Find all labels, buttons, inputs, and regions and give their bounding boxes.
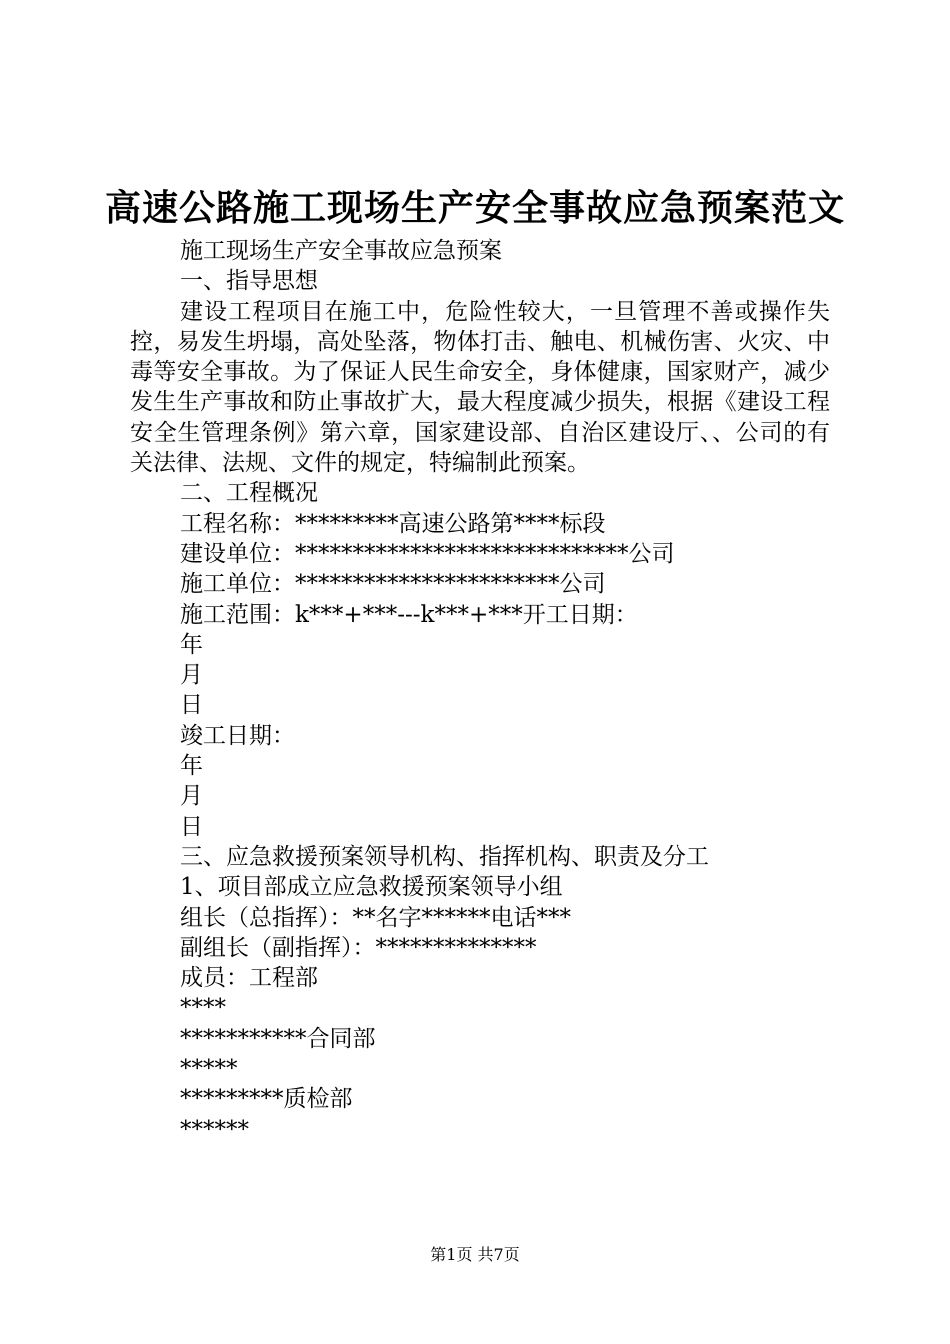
- end-month: 月: [180, 783, 203, 810]
- member-line-a: ****: [180, 995, 226, 1022]
- section-heading-2: 二、工程概况: [180, 480, 318, 507]
- section-heading-1: 一、指导思想: [180, 268, 318, 295]
- page-footer: 第1页 共7页: [430, 1245, 520, 1264]
- end-year: 年: [180, 753, 203, 780]
- subsection-heading-1: 1、项目部成立应急救援预案领导小组: [180, 874, 563, 901]
- completion-date-label: 竣工日期：: [180, 722, 295, 749]
- constructor-unit: 施工单位：***********************公司: [180, 571, 606, 598]
- builder-unit: 建设单位：*****************************公司: [180, 540, 675, 567]
- subtitle: 施工现场生产安全事故应急预案: [180, 238, 502, 264]
- start-month: 月: [180, 662, 203, 689]
- paragraph-guiding-principle: 建设工程项目在施工中，危险性较大，一旦管理不善或操作失控，易发生坍塌，高处坠落，物体打击、触电、机械伤害、火灾、中毒等安全事故。为了保证人民生命安全，身体健康，国家财产，减少发生生产事故和防止事故扩大，最大程度减少损失，根据《建设工程安全生管理条例》第六章，国家建设部、自治区建设厅、、公司的有关法律、法规、文件的规定，特编制此预案。: [130, 298, 830, 477]
- deputy-leader: 副组长（副指挥）：**************: [180, 934, 537, 961]
- member-line-e: ******: [180, 1116, 249, 1143]
- start-year: 年: [180, 631, 203, 658]
- start-day: 日: [180, 692, 203, 719]
- members: 成员：工程部: [180, 965, 318, 992]
- member-line-b: ***********合同部: [180, 1025, 376, 1052]
- document-body: [130, 236, 830, 1145]
- member-line-d: *********质检部: [180, 1086, 353, 1113]
- section-heading-3: 三、应急救援预案领导机构、指挥机构、职责及分工: [180, 843, 709, 870]
- group-leader: 组长（总指挥）：**名字******电话***: [180, 904, 571, 931]
- end-day: 日: [180, 813, 203, 840]
- construction-scope: 施工范围：k***+***---k***+***开工日期：: [180, 601, 638, 628]
- document-title: 高速公路施工现场生产安全事故应急预案范文: [104, 187, 845, 229]
- project-name: 工程名称：*********高速公路第****标段: [180, 510, 606, 537]
- member-line-c: *****: [180, 1056, 238, 1083]
